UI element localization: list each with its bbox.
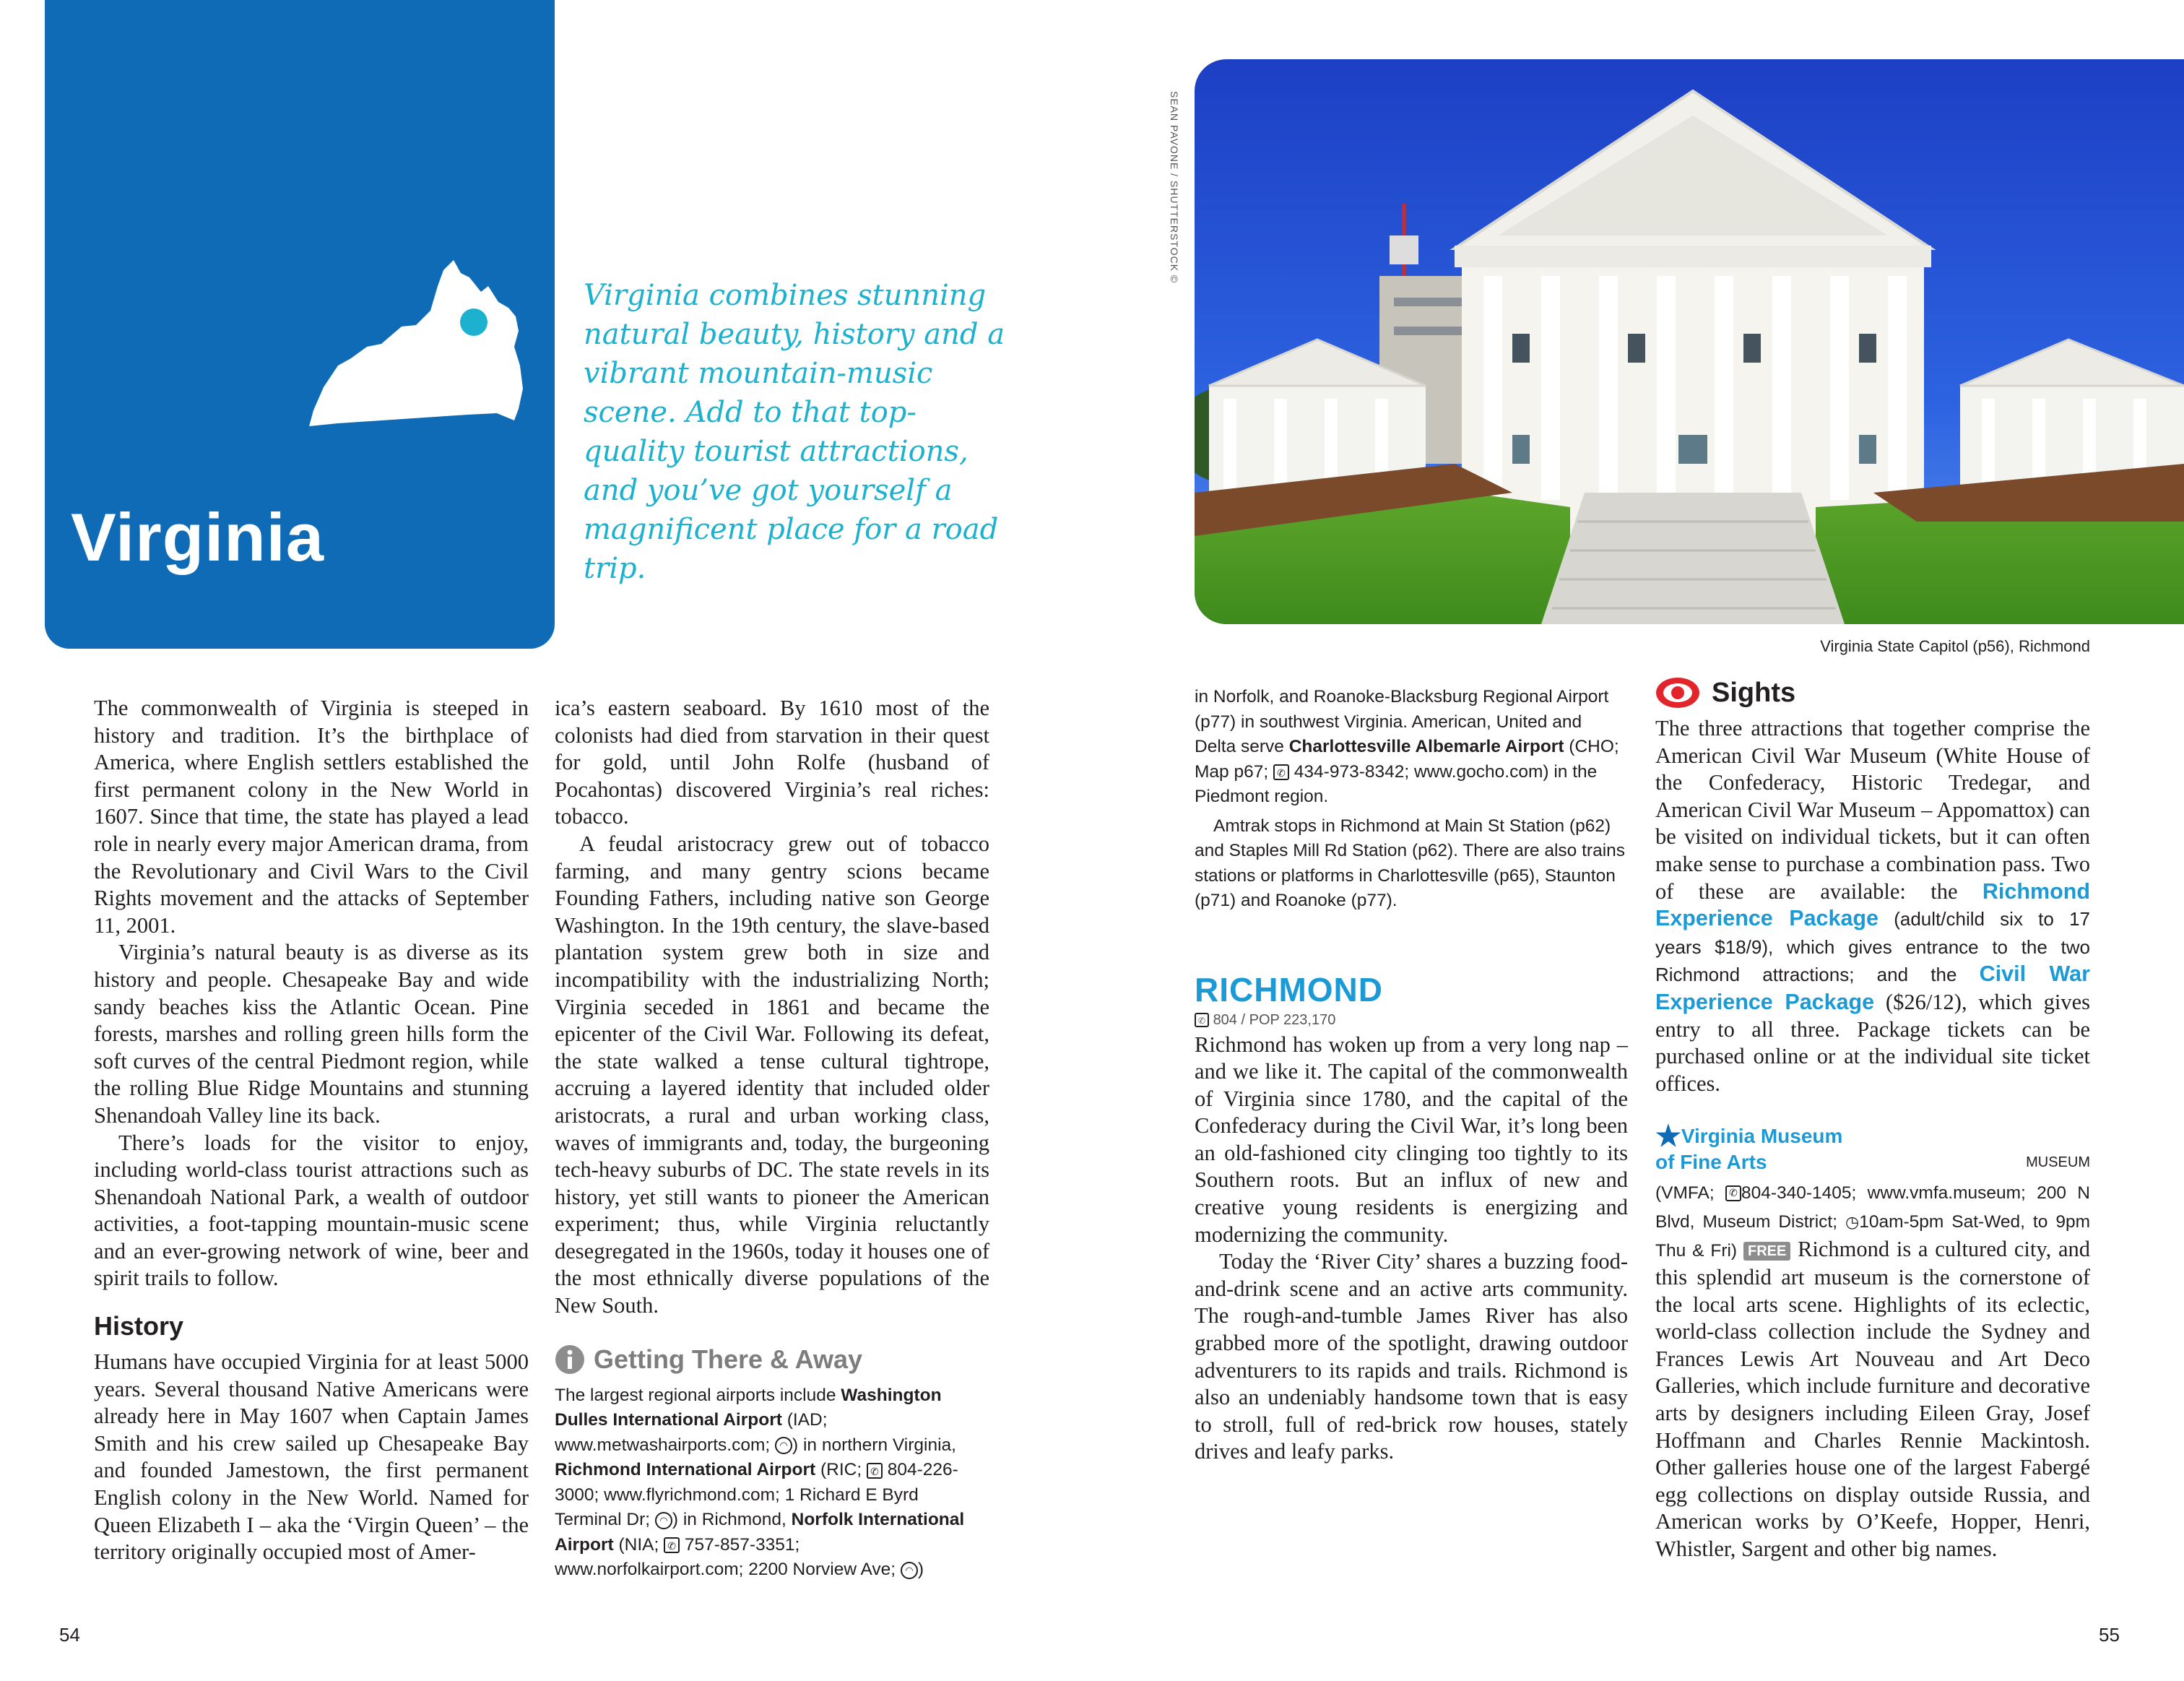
phone-icon: ✆ (867, 1463, 883, 1479)
city-meta: ✆ 804 / POP 223,170 (1195, 1012, 1628, 1029)
body-paragraph: The commonwealth of Virginia is steeped in history and tradition. It’s the birthplace of America, where English settlers established the first permanent colony in the New World in 1607. Since that time, the state has played a lead role in nearly every major American drama, from the Revolutionary and Civil Wars to the Civil Rights movement and the attacks of September 11, 2001. (94, 696, 529, 938)
ric-name: Richmond International Airport (555, 1460, 816, 1480)
getting-there-heading: Getting There & Away (594, 1344, 863, 1374)
left-column-2 (555, 695, 989, 1583)
left-column-1 (94, 695, 529, 1566)
body-paragraph: Today the ‘River City’ shares a buzzing food-and-drink scene and an active arts community. The rough-and-tumble James River has also grabbed more of the spotlight, drawing outdoor adventurers to its rapids and trails. Richmond is also an undeniably handsome town that is easy to stroll, full of red-brick row houses, stately drives and leafy parks. (1195, 1249, 1628, 1464)
page-number-left: 54 (59, 1624, 80, 1646)
body-paragraph: ica’s eastern seaboard. By 1610 most of the colonists had died from starvation in their quest for gold, until John Rolfe (husband of Pocahontas) discovered Virginia’s real riches: tobacco. (555, 696, 989, 829)
museum-name-line2[interactable]: of Fine Arts (1655, 1151, 1767, 1174)
phone-icon: ✆ (1725, 1185, 1741, 1201)
museum-type: MUSEUM (2026, 1154, 2090, 1171)
amtrak-paragraph: Amtrak stops in Richmond at Main St Station (p62) and Staples Mill Rd Station (p62). There are also trains stations or platforms in Charlottesville (p65), Staunton (p71) and Roanoke (p77). (1195, 816, 1626, 910)
phone-icon: ✆ (664, 1537, 680, 1553)
sights-header (1655, 676, 2090, 709)
city-heading: RICHMOND (1195, 970, 1383, 1008)
civil-war-package-link[interactable]: Civil War Experience Package (1655, 962, 2091, 1014)
capitol-photo (1195, 59, 2184, 624)
museum-listing-header (1655, 1120, 2090, 1175)
airport-paragraph-cont: in Norfolk, and Roanoke-Blacksburg Regional Airport (p77) in southwest Virginia. American, United and Delta serve Charlottesville Albemarle Airport (CHO; Map p67; ✆ 434-973-8342; www.gocho.com) in the Piedmont region. (1195, 687, 1619, 806)
cho-name: Charlottesville Albemarle Airport (1288, 737, 1564, 756)
museum-name[interactable]: Virginia Museum (1681, 1125, 1843, 1148)
intro-quote: Virginia combines stunning natural beauty, history and a vibrant mountain-music scene. Add to that top-quality tourist attractions, and you’ve got yourself a magnificent place for a road trip. (584, 279, 1005, 585)
wifi-icon: ◠ (775, 1437, 792, 1454)
body-paragraph: There’s loads for the visitor to enjoy, including world-class tourist attractions such as Shenandoah National Park, a wealth of outdoor activities, a foot-tapping mountain-music scene and an ever-growing network of wine, beer and spirit trails to follow. (94, 1130, 529, 1291)
body-paragraph: Virginia’s natural beauty is as diverse as its history and people. Chesapeake Bay and wide sandy beaches kiss the Atlantic Ocean. Pine forests, marshes and rolling green hills form the soft curves of the central Piedmont region, while the rolling Blue Ridge Mountains and stunning Shenandoah Valley line its back. (94, 940, 529, 1128)
body-paragraph: Richmond has woken up from a very long nap – and we like it. The capital of the commonwealth of Virginia since 1780, and the capital of the Confederacy during the Civil War, it’s long been an old-fashioned city clinging too tightly to its Southern roots. But an influx of new and creative young residents is energizing and modernizing the community. (1195, 1032, 1628, 1247)
phone-icon: ✆ (1195, 1013, 1209, 1027)
chapter-title: Virginia (71, 499, 325, 575)
right-column-2 (1655, 676, 2090, 1563)
right-column-1 (1195, 685, 1628, 1466)
iad-name: Washington Dulles International Airport (555, 1385, 942, 1430)
page-number-right: 55 (2099, 1624, 2120, 1646)
sights-eye-icon (1655, 676, 1700, 709)
wifi-icon: ◠ (901, 1562, 918, 1579)
body-paragraph: Humans have occupied Virginia for at least 5000 years. Several thousand Native Americans were already here in May 1607 when Captain James Smith and his crew sailed up Chesapeake Bay and founded Jamestown, the first permanent English colony in the New World. Named for Queen Elizabeth I – aka the ‘Virgin Queen’ – the territory originally occupied most of Amer- (94, 1349, 529, 1565)
photo-caption: Virginia State Capitol (p56), Richmond (1820, 637, 2090, 655)
clock-icon: ◷ (1845, 1212, 1860, 1231)
airport-paragraph: The largest regional airports include Washington Dulles International Airport (IAD; www.metwashairports.com; ◠ ) in northern Virginia, Richmond International Airport (RIC; ✆ 804-226-3000; www.flyrichmond.com; 1 Richard E Byrd Terminal Dr; ◠ ) in Richmond, Norfolk International Airport (NIA; ✆ 757-857-3351; www.norfolkairport.com; 2200 Norview Ave; ◠ ) (555, 1385, 965, 1580)
top-pick-star-icon: ★ (1655, 1120, 1681, 1153)
richmond-package-link[interactable]: Richmond Experience Package (1655, 878, 2090, 931)
wifi-icon: ◠ (655, 1512, 672, 1529)
getting-there-header (555, 1344, 989, 1375)
body-paragraph: A feudal aristocracy grew out of tobacco farming, and many gentry scions became Founding Fathers, including native son George Washington. In the 19th century, the slave-based plantation system grew both in size and incompatibility with the industrializing North; Virginia seceded in 1861 and became the epicenter of the Civil War. Following its defeat, the state walked a tense cultural tightrope, accruing a layered identity that included older aristocrats, a rural and urban working class, waves of immigrants and, today, the burgeoning tech-heavy suburbs of DC. The state revels in its history, yet still wants to pioneer the American experiment; thus, while Virginia reluctantly desegregated in the 1960s, today it houses one of the most ethnically diverse populations of the New South. (555, 831, 989, 1318)
orf-name: Norfolk International Airport (555, 1510, 965, 1555)
sights-heading: Sights (1712, 677, 1796, 708)
museum-paragraph: (VMFA; ✆ 804-340-1405; www.vmfa.museum; 200 N Blvd, Museum District; ◷10am-5pm Sat-Wed, to 9pm Thu & Fri) FREE Richmond is a cultured city, and this splendid art museum is the cornerstone of the local arts scene. Highlights of its eclectic, world-class collection include the Sydney and Frances Lewis Art Nouveau and Art Deco Galleries, which include furniture and decorative arts by designers including Eileen Gray, Josef Hoffmann and Charles Rennie Mackintosh. Other galleries house one of the largest Fabergé egg collections on display outside Russia, and American works by O’Keefe, Hopper, Henri, Whistler, Sargent and other big names. (1655, 1183, 2090, 1562)
phone-icon: ✆ (1273, 764, 1289, 780)
info-icon (555, 1344, 585, 1375)
sights-paragraph: The three attractions that together comprise the American Civil War Museum (White House of the Confederacy, Historic Tredegar, and American Civil War Museum – Appomattox) can be visited on individual tickets, but it can often make sense to purchase a combination pass. Two of these are available: the Richmond Experience Package (adult/child six to 17 years $18/9), which gives entrance to the two Richmond attractions; and the Civil War Experience Package ($26/12), which gives entry to all three. Package tickets can be purchased online or at the individual site ticket offices. (1655, 716, 2091, 1096)
virginia-map-icon (309, 257, 526, 429)
history-heading: History (94, 1311, 184, 1341)
free-badge: FREE (1743, 1242, 1790, 1261)
photo-credit: SEAN PAVONE / SHUTTERSTOCK © (1169, 91, 1180, 284)
